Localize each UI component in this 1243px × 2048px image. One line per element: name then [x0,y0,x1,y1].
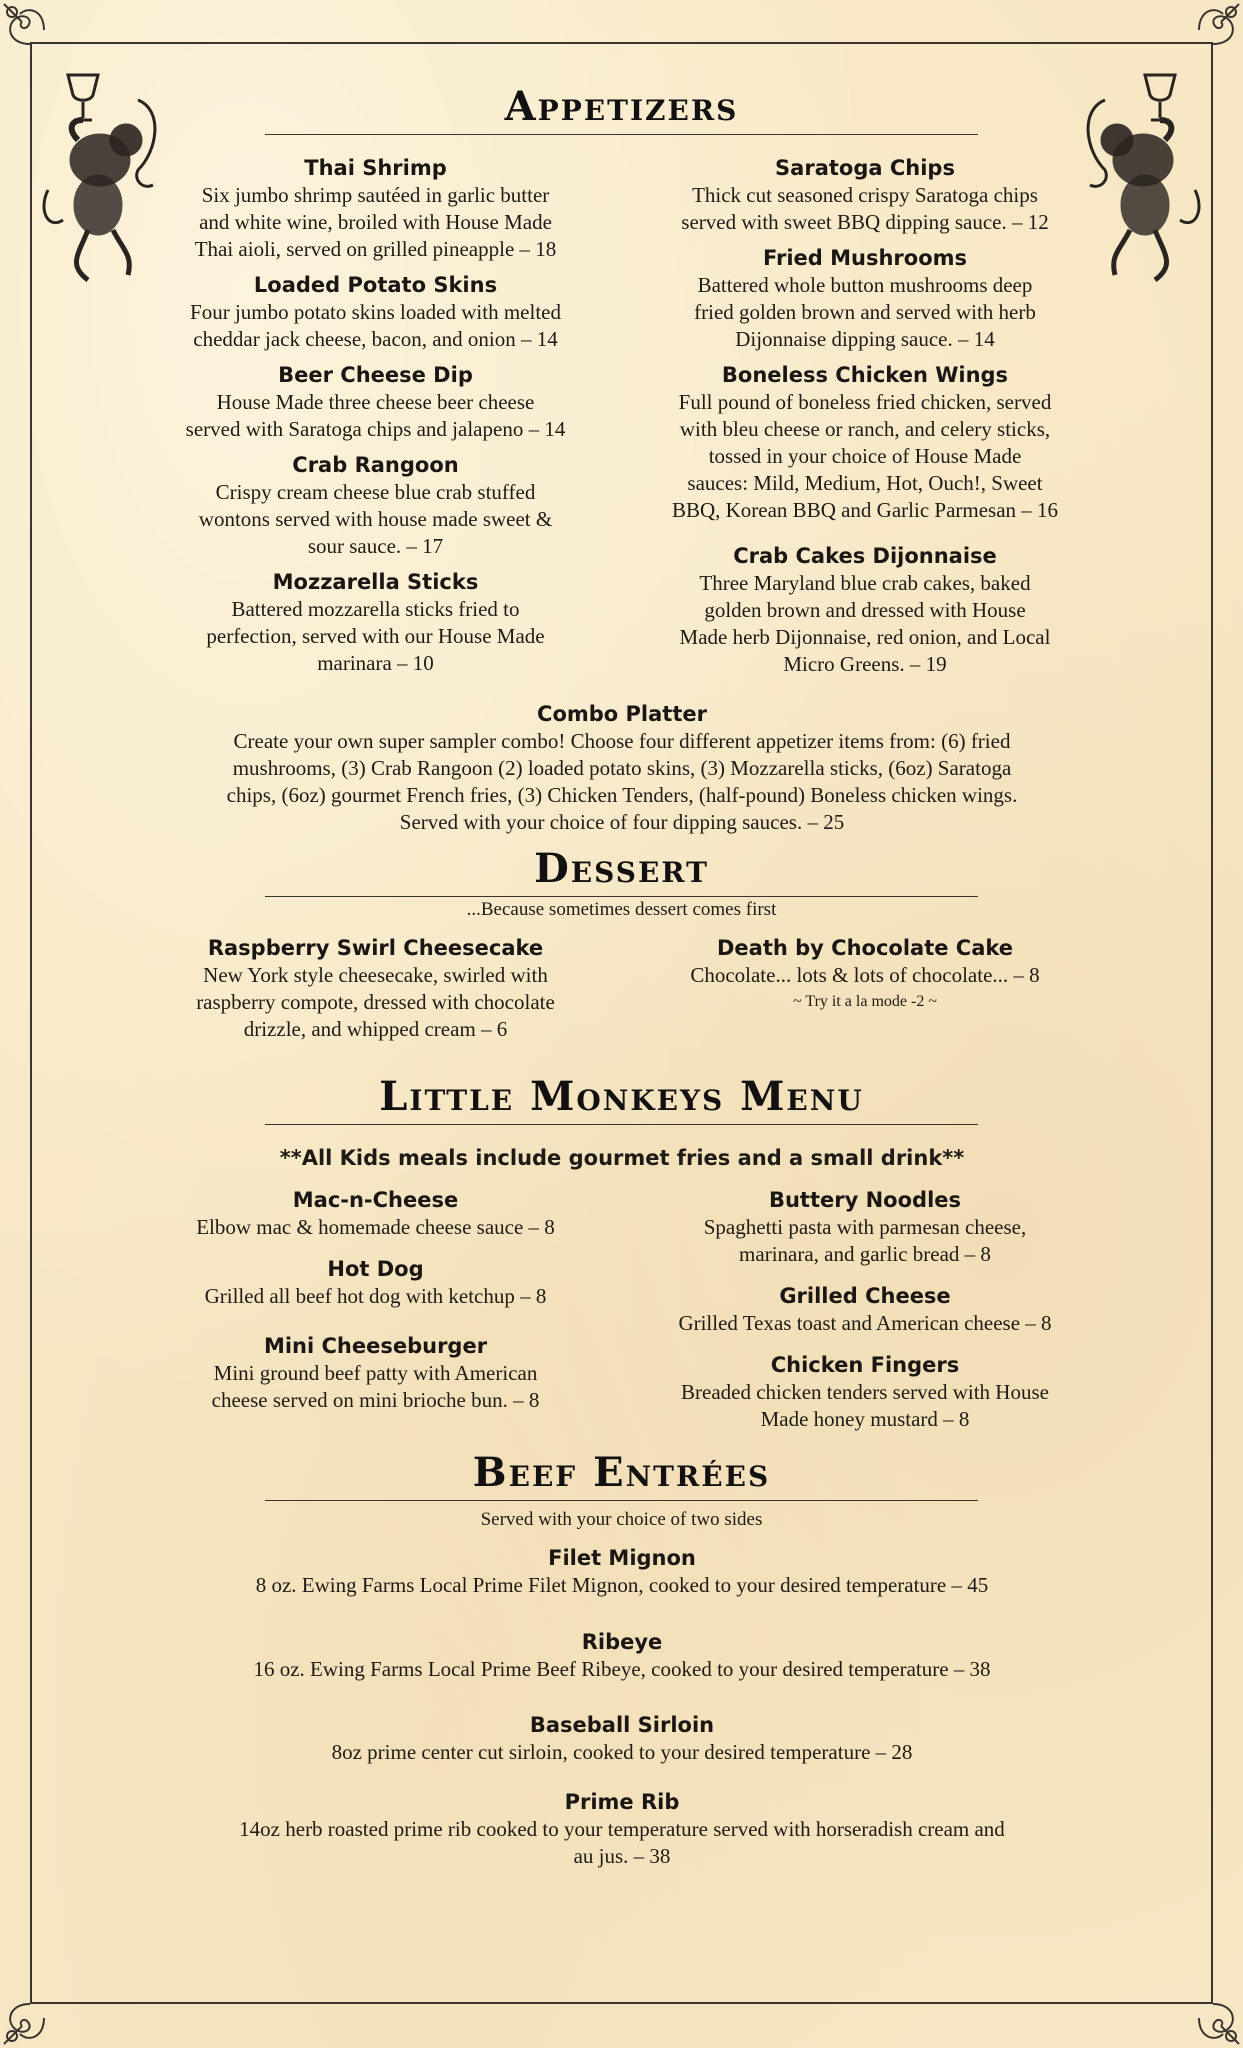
menu-item [143,451,608,560]
item-desc [630,272,1100,353]
kids-right-column [630,1186,1100,1433]
menu-item [143,154,608,263]
item-name: Grilled Cheese [779,1284,951,1308]
desc-line: Six jumbo shrimp sautéed in garlic butter [201,183,550,207]
desc-line: Dijonnaise dipping sauce. – 14 [735,327,995,351]
desc-line: Mini ground beef patty with American [213,1361,538,1385]
desc-line: Made honey mustard – 8 [760,1407,970,1431]
kids-note: **All Kids meals include gourmet fries and a small drink** [279,1146,965,1170]
item-note: ~ Try it a la mode -2 ~ [793,993,937,1010]
item-name: Buttery Noodles [768,1188,962,1212]
combo-platter [148,700,1096,836]
item-desc: 16 oz. Ewing Farms Local Prime Beef Ribeye, cooked to your desired temperature – 38 [253,1657,991,1681]
item-desc [630,1379,1100,1433]
item-name: Mac-n-Cheese [292,1188,459,1212]
menu-item [630,244,1100,353]
desc-line: tossed in your choice of House Made [708,444,1022,468]
menu-item [630,154,1100,236]
item-name: Crab Cakes Dijonnaise [733,544,997,568]
beef-item [148,1544,1096,1599]
desc-line: Served with your choice of four dipping sauces. – 25 [399,810,845,834]
desc-line: served with sweet BBQ dipping sauce. – 12 [681,210,1049,234]
item-name: Prime Rib [564,1790,680,1814]
desc-line: golden brown and dressed with House [704,598,1026,622]
desc-line: Crispy cream cheese blue crab stuffed [215,480,536,504]
desc-line: au jus. – 38 [573,1844,671,1868]
desc-line: marinara, and garlic bread – 8 [739,1242,991,1266]
section-title-kids: Little Monkeys Menu [379,1073,864,1120]
beef-item [148,1628,1096,1683]
desc-line: New York style cheesecake, swirled with [203,963,548,987]
item-desc [143,182,608,263]
item-name: Crab Rangoon [292,453,459,477]
menu-item [630,1186,1100,1268]
appetizers-right-column [630,154,1100,678]
menu-item [630,361,1100,524]
section-title-beef: Beef Entrées [472,1449,771,1496]
desc-line: Made herb Dijonnaise, red onion, and Local [679,625,1051,649]
item-name: Mini Cheeseburger [263,1334,488,1358]
item-name: Boneless Chicken Wings [721,363,1009,387]
desc-line: Battered whole button mushrooms deep [697,273,1033,297]
desc-line: cheddar jack cheese, bacon, and onion – 14 [193,327,558,351]
item-desc [630,570,1100,678]
item-desc [630,1214,1100,1268]
desc-line: Battered mozzarella sticks fried to [231,597,520,621]
desc-line: Spaghetti pasta with parmesan cheese, [703,1215,1027,1239]
desc-line: mushrooms, (3) Crab Rangoon (2) loaded potato skins, (3) Mozzarella sticks, (6oz) Saratoga [232,756,1012,780]
desc-line: Create your own super sampler combo! Choose four different appetizer items from: (6) fried [233,729,1011,753]
desc-line: wontons served with house made sweet & [198,507,553,531]
kids-left-column [143,1186,608,1414]
menu-item [143,1332,608,1414]
desc-line: perfection, served with our House Made [206,624,545,648]
item-desc: 8oz prime center cut sirloin, cooked to your desired temperature – 28 [331,1740,913,1764]
desc-line: Breaded chicken tenders served with House [681,1380,1049,1404]
item-name: Death by Chocolate Cake [716,936,1014,960]
item-name: Mozzarella Sticks [272,570,479,594]
item-name: Baseball Sirloin [529,1713,715,1737]
beef-item [148,1711,1096,1766]
item-name: Beer Cheese Dip [278,363,473,387]
desc-line: Chocolate... lots & lots of chocolate... – 8 [690,963,1040,987]
menu-item [143,568,608,677]
desc-line: Grilled Texas toast and American cheese – 8 [678,1311,1052,1335]
item-desc [143,479,608,560]
desc-line: BBQ, Korean BBQ and Garlic Parmesan – 16 [671,498,1059,522]
desc-line: marinara – 10 [317,651,434,675]
appetizers-left-column [143,154,608,677]
section-divider [265,896,978,897]
item-name: Ribeye [581,1630,663,1654]
desc-line: chips, (6oz) gourmet French fries, (3) Chicken Tenders, (half-pound) Boneless chicken wings. [226,783,1018,807]
desc-line: and white wine, broiled with House Made [199,210,552,234]
desc-line: Thai aioli, served on grilled pineapple – 18 [194,237,557,261]
desc-line: sauces: Mild, Medium, Hot, Ouch!, Sweet [687,471,1043,495]
desc-line: drizzle, and whipped cream – 6 [243,1017,508,1041]
item-desc [148,728,1096,836]
desc-line: raspberry compote, dressed with chocolate [196,990,555,1014]
item-desc [143,1360,608,1414]
item-name: Thai Shrimp [304,156,447,180]
beef-subtitle: Served with your choice of two sides [480,1509,763,1530]
item-name: Filet Mignon [548,1546,696,1570]
section-divider [265,1124,978,1125]
beef-item [148,1788,1096,1870]
item-desc [630,389,1100,524]
item-desc [143,596,608,677]
dessert-left [143,934,608,1043]
menu-item [630,542,1100,678]
menu-item [630,1282,1100,1337]
item-name: Raspberry Swirl Cheesecake [207,936,544,960]
item-name: Hot Dog [327,1257,424,1281]
menu-item [143,271,608,353]
item-desc [630,962,1100,989]
item-name: Loaded Potato Skins [253,273,498,297]
corner-flourish-icon [1183,1988,1243,2048]
item-desc [630,182,1100,236]
menu-item [143,1186,608,1241]
desc-line: cheese served on mini brioche bun. – 8 [211,1388,540,1412]
item-name: Combo Platter [537,702,707,726]
section-divider [265,1500,978,1501]
desc-line: Micro Greens. – 19 [783,652,947,676]
menu-item [630,1351,1100,1433]
item-desc [143,1214,608,1241]
desc-line: Three Maryland blue crab cakes, baked [699,571,1031,595]
desc-line: served with Saratoga chips and jalapeno – 14 [185,417,566,441]
desc-line: Thick cut seasoned crispy Saratoga chips [692,183,1038,207]
item-desc [148,1816,1096,1870]
desc-line: with bleu cheese or ranch, and celery sticks, [679,417,1051,441]
corner-flourish-icon [0,1988,60,2048]
desc-line: House Made three cheese beer cheese [216,390,535,414]
item-desc [143,389,608,443]
desc-line: Elbow mac & homemade cheese sauce – 8 [196,1215,555,1239]
item-desc [630,1310,1100,1337]
section-title-dessert: Dessert [534,845,709,892]
menu-item [143,1255,608,1310]
desc-line: Grilled all beef hot dog with ketchup – 8 [204,1284,547,1308]
item-desc [143,1283,608,1310]
desc-line: Four jumbo potato skins loaded with melted [190,300,561,324]
section-divider [265,134,978,135]
desc-line: Full pound of boneless fried chicken, served [678,390,1052,414]
item-desc [143,299,608,353]
item-desc: 8 oz. Ewing Farms Local Prime Filet Mignon, cooked to your desired temperature – 45 [255,1573,989,1597]
dessert-right [630,934,1100,1013]
dessert-subtitle: ...Because sometimes dessert comes first [466,899,777,920]
item-desc [143,962,608,1043]
item-name: Saratoga Chips [775,156,955,180]
section-title-appetizers: Appetizers [504,83,739,130]
item-name: Fried Mushrooms [762,246,968,270]
item-name: Chicken Fingers [770,1353,960,1377]
menu-item [143,361,608,443]
desc-line: fried golden brown and served with herb [694,300,1036,324]
desc-line: sour sauce. – 17 [307,534,444,558]
desc-line: 14oz herb roasted prime rib cooked to your temperature served with horseradish cream and [239,1817,1005,1841]
